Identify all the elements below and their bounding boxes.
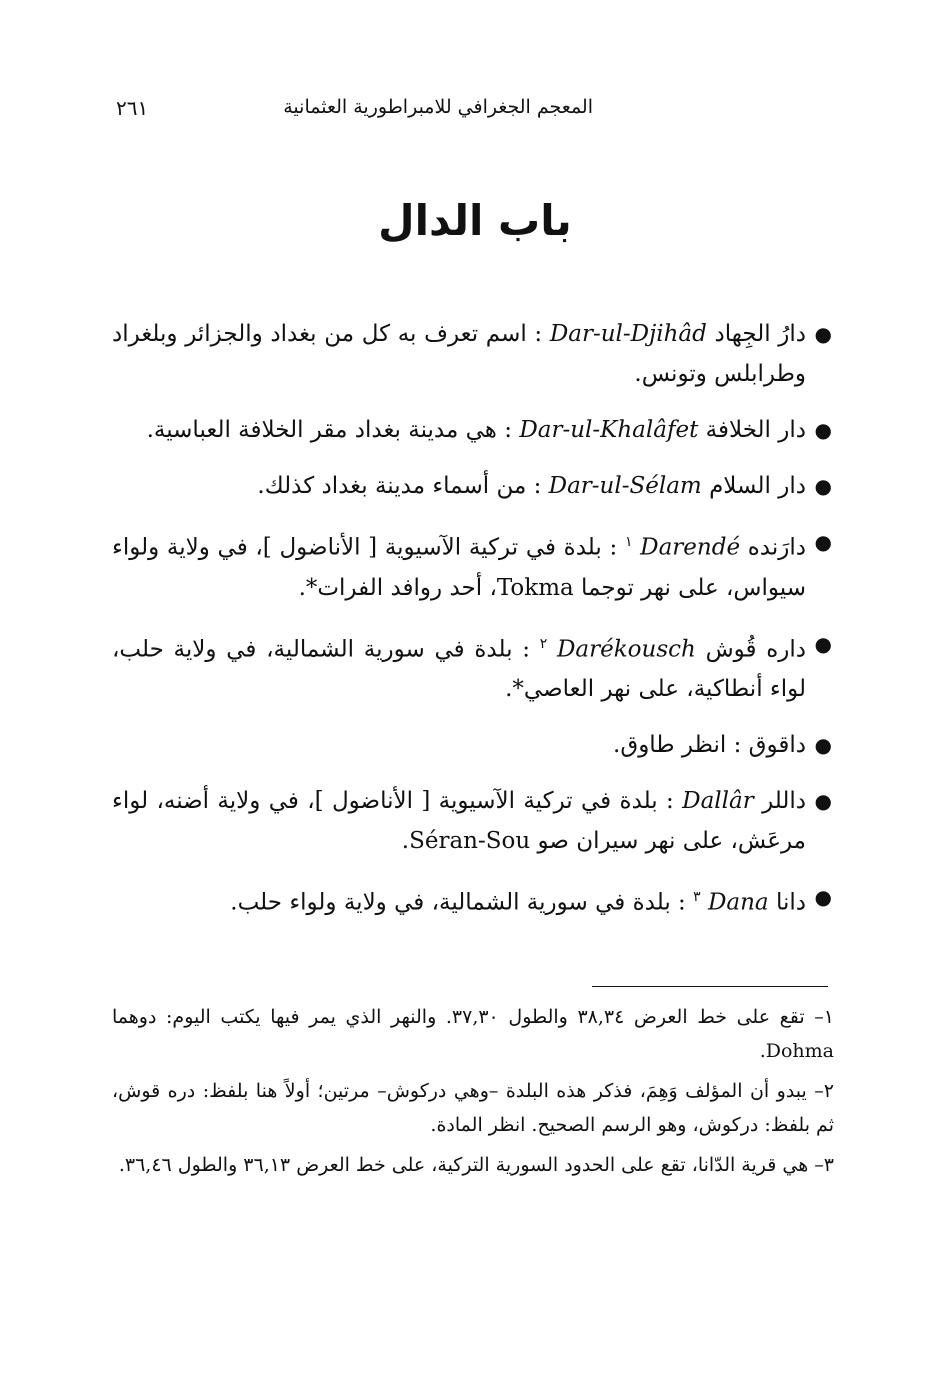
entry-headword: دارَنده [747,534,807,561]
entry [112,781,834,861]
footnote: ١– تقع على خط العرض ٣٨,٣٤ والطول ٣٧,٣٠. والنهر الذي يمر فيها يكتب اليوم: دوهما Dohma. [112,1006,834,1062]
running-header [110,96,828,130]
entry-text: : اسم تعرف به كل من بغداد والجزائر وبلغراد وطرابلس وتونس. [112,321,806,387]
footnote-marker: ١ [624,534,633,550]
entry-text: : انظر طاوق. [613,732,742,759]
footnote-marker: ٢ [539,635,548,652]
footnote: ٣– هي قرية الدّانا، تقع على الحدود السورية التركية، على خط العرض ٣٦,١٣ والطول ٣٦,٤٦. [118,1154,834,1176]
chapter-title: باب الدال [378,196,572,245]
bullet-icon: ● [814,631,832,656]
bullet-icon: ● [814,530,832,554]
entry-headword: داللر [762,788,807,815]
entry-transliteration: Dar-ul-Sélam [548,473,702,499]
footnote: ٢– يبدو أن المؤلف وَهِمَ، فذكر هذه البلدة –وهي دركوش– مرتين؛ أولاً هنا بلفظ: دره قوش، ثم بلفظ: دركوش، وهو الرسم الصحيح. انظر المادة. [112,1080,834,1136]
footnote-divider [592,986,828,987]
entry-headword: دارُ الجِهاد [714,321,807,347]
entry-headword: داقوق [748,732,806,759]
entry-list [112,314,834,939]
bullet-icon: ● [814,474,832,498]
entry-text: : من أسماء مدينة بغداد كذلك. [257,473,542,499]
entry-text: : بلدة في تركية الآسيوية [ الأناضول ]، في ولاية أضنه، لواء مرعَش، على نهر سيران صو Séran-Sou. [112,788,806,855]
entry [112,624,834,710]
entry-transliteration: Dallâr [682,788,754,815]
bullet-icon: ● [814,733,832,758]
bullet-icon: ● [814,418,832,442]
entry-headword: دار الخلافة [705,417,806,443]
footnote-marker: ٣ [693,889,701,906]
entry-headword: دانا [775,889,806,916]
bullet-icon: ● [814,885,832,910]
entry-transliteration: Dar-ul-Djihâd [549,321,707,347]
footnote-list [112,1000,834,1188]
bullet-icon: ● [814,322,832,346]
entry-transliteration: Darékousch [556,636,696,663]
entry [112,522,834,608]
entry-text: : هي مدينة بغداد مقر الخلافة العباسية. [146,417,512,443]
page-number: ٢٦١ [116,96,149,120]
entry-transliteration: Darendé [640,534,741,561]
bullet-icon: ● [814,789,832,814]
running-title: المعجم الجغرافي للامبراطورية العثمانية [283,96,593,118]
entry-transliteration: Dar-ul-Khalâfet [519,417,699,443]
entry-headword: داره قُوش [705,636,807,663]
entry [112,877,834,923]
entry [112,725,834,765]
entry [112,410,834,450]
entry-headword: دار السلام [709,473,806,499]
entry-transliteration: Dana [707,889,769,916]
entry-text: : بلدة في سورية الشمالية، في ولاية حلب، لواء أنطاكية، على نهر العاصي*. [112,636,806,703]
entry [112,314,834,394]
entry-text: : بلدة في سورية الشمالية، في ولاية ولواء حلب. [230,889,686,916]
entry-text: : بلدة في تركية الآسيوية [ الأناضول ]، في ولاية ولواء سيواس، على نهر توجما Tokma، أحد روافد الفرات*. [112,534,806,601]
entry [112,466,834,506]
